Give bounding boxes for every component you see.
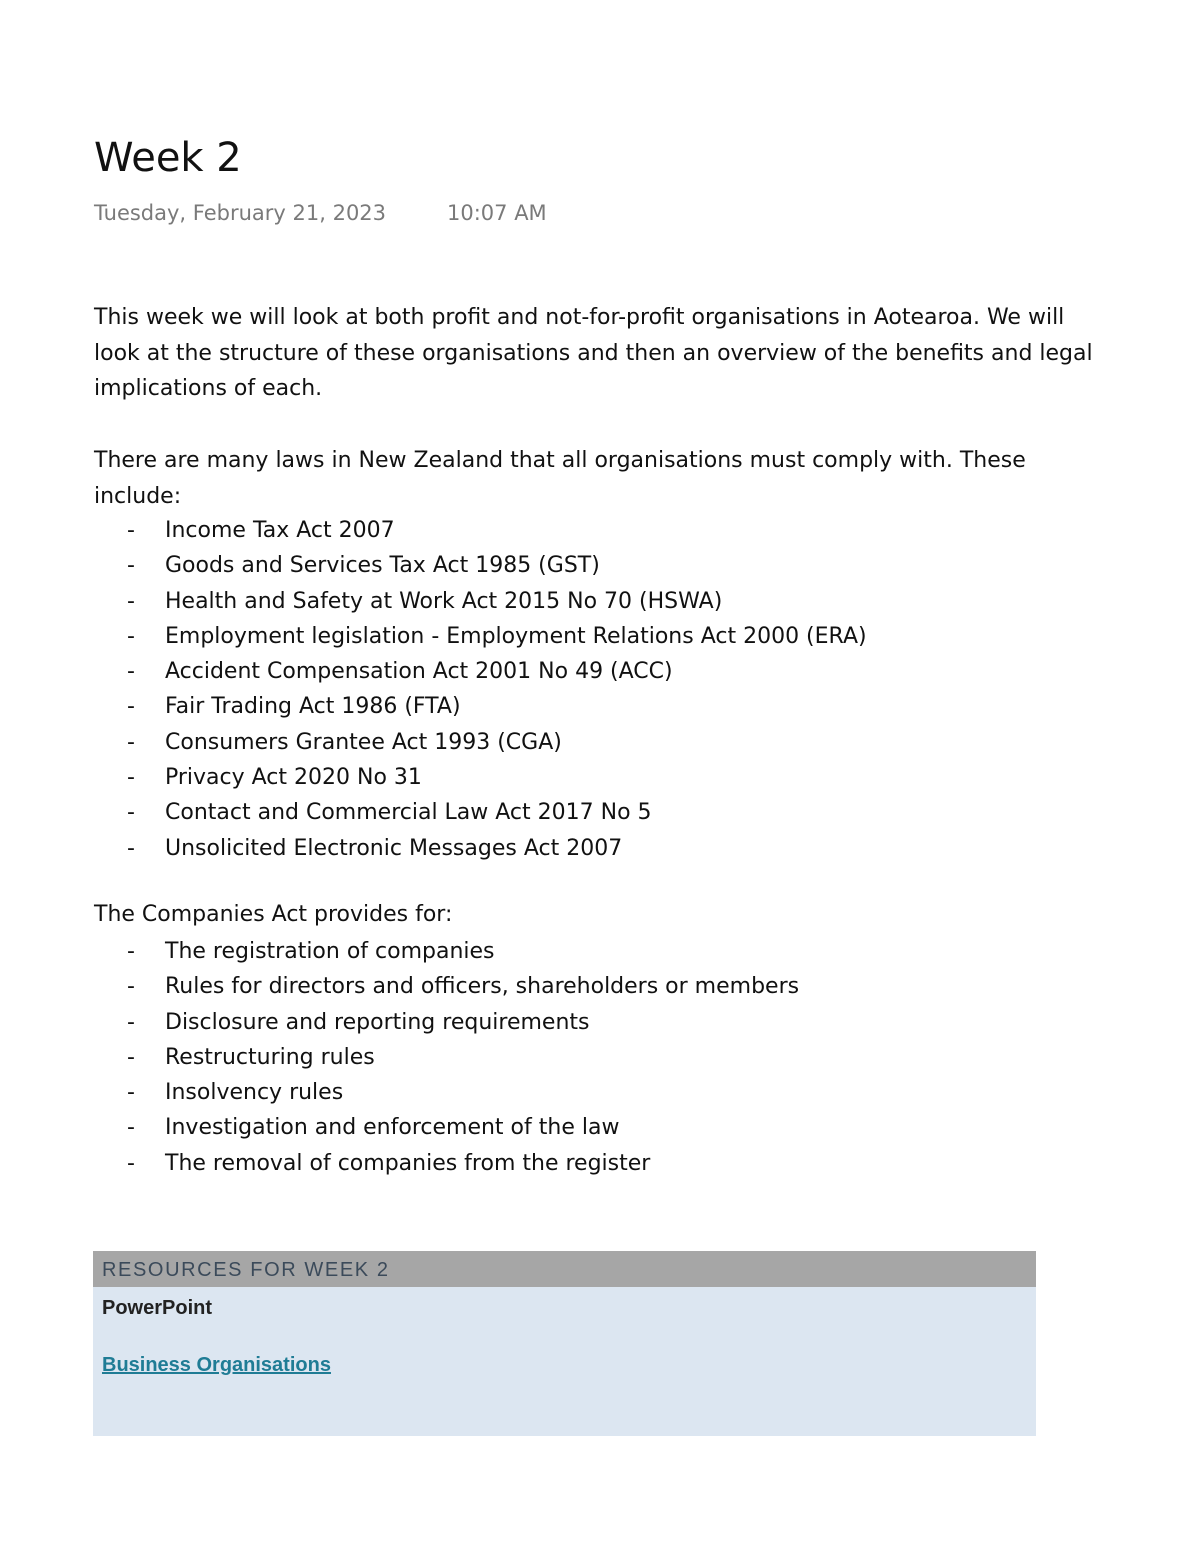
business-organisations-link[interactable]: Business Organisations (102, 1354, 331, 1376)
list-item-text: The registration of companies (165, 939, 495, 964)
list-item (94, 689, 867, 724)
note-time: 10:07 AM (447, 201, 547, 225)
companies-act-list (94, 934, 799, 1181)
companies-act-lead: The Companies Act provides for: (94, 902, 453, 927)
list-item (94, 1110, 799, 1145)
list-item (94, 1005, 799, 1040)
list-item (94, 1040, 799, 1075)
list-item-text: Accident Compensation Act 2001 No 49 (ACC) (165, 659, 673, 685)
note-date: Tuesday, February 21, 2023 (94, 201, 387, 225)
list-item (94, 795, 867, 830)
list-item-text: Fair Trading Act 1986 (FTA) (165, 694, 461, 720)
dash-bullet: - (127, 800, 135, 826)
dash-bullet: - (127, 1150, 135, 1176)
list-item-text: Privacy Act 2020 No 31 (165, 765, 422, 791)
list-item (94, 654, 867, 689)
list-item (94, 725, 867, 760)
list-item-text: Goods and Services Tax Act 1985 (GST) (165, 553, 600, 579)
dash-bullet: - (127, 518, 135, 543)
list-item-text: Employment legislation - Employment Relations Act 2000 (ERA) (165, 623, 867, 649)
dash-bullet: - (127, 623, 135, 649)
list-item (94, 934, 799, 969)
dash-bullet: - (127, 765, 135, 791)
dash-bullet: - (127, 588, 135, 614)
list-item (94, 513, 867, 548)
dash-bullet: - (127, 694, 135, 720)
list-item (94, 969, 799, 1004)
list-item (94, 760, 867, 795)
dash-bullet: - (127, 553, 135, 579)
list-item (94, 831, 867, 866)
list-item-text: Rules for directors and officers, shareholders or members (165, 974, 800, 1000)
dash-bullet: - (127, 1115, 135, 1141)
laws-lead-paragraph: There are many laws in New Zealand that all organisations must comply with. These include: (94, 448, 1026, 509)
intro-paragraph: This week we will look at both profit and not-for-profit organisations in Aotearoa. We will look at the structure of these organisations and then an overview of the benefits and legal implications of each. (94, 305, 1093, 401)
resources-panel (93, 1251, 1036, 1436)
dash-bullet: - (127, 974, 135, 1000)
note-timestamp (94, 199, 547, 227)
list-item-text: Disclosure and reporting requirements (165, 1009, 590, 1035)
list-item-text: Restructuring rules (165, 1044, 375, 1070)
list-item-text: Health and Safety at Work Act 2015 No 70 (HSWA) (165, 588, 723, 614)
dash-bullet: - (127, 659, 135, 685)
list-item-text: Insolvency rules (165, 1080, 344, 1106)
list-item-text: Income Tax Act 2007 (165, 518, 395, 543)
list-item (94, 619, 867, 654)
list-item-text: The removal of companies from the register (165, 1150, 651, 1176)
list-item (94, 548, 867, 583)
dash-bullet: - (127, 729, 135, 755)
dash-bullet: - (127, 939, 135, 964)
list-item (94, 584, 867, 619)
list-item-text: Contact and Commercial Law Act 2017 No 5 (165, 800, 652, 826)
resources-header: RESOURCES FOR WEEK 2 (93, 1251, 1036, 1287)
resource-type-label: PowerPoint (102, 1297, 213, 1319)
page-title: Week 2 (94, 135, 242, 181)
list-item (94, 1146, 799, 1181)
list-item-text: Consumers Grantee Act 1993 (CGA) (165, 729, 562, 755)
list-item-text: Unsolicited Electronic Messages Act 2007 (165, 835, 623, 861)
dash-bullet: - (127, 835, 135, 861)
dash-bullet: - (127, 1009, 135, 1035)
list-item (94, 1075, 799, 1110)
dash-bullet: - (127, 1044, 135, 1070)
laws-list (94, 513, 867, 866)
dash-bullet: - (127, 1080, 135, 1106)
list-item-text: Investigation and enforcement of the law (165, 1115, 620, 1141)
